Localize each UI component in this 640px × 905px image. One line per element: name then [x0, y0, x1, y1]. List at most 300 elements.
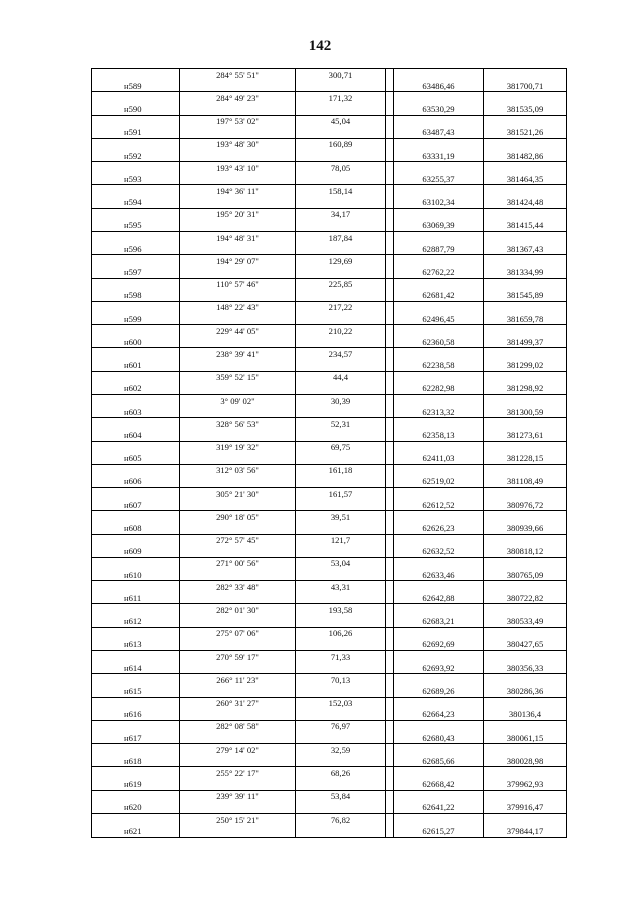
column-gap: [386, 266, 394, 278]
x-cell: [394, 627, 484, 639]
bearing-cell: 255° 22' 17": [180, 767, 296, 779]
point-cell: н615: [92, 685, 180, 697]
column-gap: [386, 581, 394, 593]
table-row-point: [92, 616, 567, 628]
x-cell: 62693,92: [394, 662, 484, 674]
bearing-cell: 194° 36' 11": [180, 185, 296, 197]
column-gap: [386, 69, 394, 81]
distance-cell: [296, 429, 386, 441]
page-number: 142: [308, 38, 332, 54]
distance-cell: [296, 383, 386, 395]
column-gap: [386, 720, 394, 732]
bearing-cell: 282° 33' 48": [180, 581, 296, 593]
y-cell: [484, 557, 567, 569]
y-cell: 381415,44: [484, 220, 567, 232]
point-cell: н596: [92, 243, 180, 255]
table-row-point: [92, 546, 567, 558]
point-cell: [92, 92, 180, 104]
table-row-segment: [92, 92, 567, 104]
column-gap: [386, 732, 394, 744]
y-cell: 380061,15: [484, 732, 567, 744]
distance-cell: 32,59: [296, 744, 386, 756]
column-gap: [386, 290, 394, 302]
y-cell: [484, 162, 567, 174]
point-cell: [92, 604, 180, 616]
point-cell: [92, 255, 180, 267]
distance-cell: 45,04: [296, 115, 386, 127]
point-cell: [92, 557, 180, 569]
table-row-point: [92, 150, 567, 162]
column-gap: [386, 150, 394, 162]
distance-cell: [296, 802, 386, 814]
table-row-point: [92, 802, 567, 814]
column-gap: [386, 243, 394, 255]
table-row-point: [92, 173, 567, 185]
bearing-cell: [180, 569, 296, 581]
y-cell: [484, 208, 567, 220]
x-cell: 62762,22: [394, 266, 484, 278]
table-row-segment: [92, 301, 567, 313]
point-cell: [92, 814, 180, 826]
point-cell: [92, 790, 180, 802]
x-cell: 62633,46: [394, 569, 484, 581]
table-row-point: [92, 383, 567, 395]
table-row-segment: [92, 441, 567, 453]
column-gap: [386, 220, 394, 232]
y-cell: [484, 744, 567, 756]
distance-cell: 106,26: [296, 627, 386, 639]
column-gap: [386, 755, 394, 767]
point-cell: [92, 208, 180, 220]
y-cell: [484, 255, 567, 267]
point-cell: [92, 464, 180, 476]
distance-cell: [296, 453, 386, 465]
point-cell: н606: [92, 476, 180, 488]
table-row-segment: [92, 557, 567, 569]
point-cell: [92, 511, 180, 523]
y-cell: 380136,4: [484, 709, 567, 721]
bearing-cell: 3° 09' 02": [180, 394, 296, 406]
y-cell: 380765,09: [484, 569, 567, 581]
distance-cell: 210,22: [296, 325, 386, 337]
point-cell: [92, 581, 180, 593]
x-cell: 62681,42: [394, 290, 484, 302]
point-cell: н620: [92, 802, 180, 814]
bearing-cell: 284° 55' 51": [180, 69, 296, 81]
bearing-cell: 359° 52' 15": [180, 371, 296, 383]
point-cell: н608: [92, 522, 180, 534]
x-cell: [394, 231, 484, 243]
point-cell: н591: [92, 127, 180, 139]
table-row-segment: [92, 231, 567, 243]
bearing-cell: 282° 08' 58": [180, 720, 296, 732]
table-row-point: [92, 243, 567, 255]
distance-cell: [296, 662, 386, 674]
distance-cell: 187,84: [296, 231, 386, 243]
y-cell: [484, 674, 567, 686]
column-gap: [386, 604, 394, 616]
point-cell: [92, 185, 180, 197]
table-row-point: [92, 685, 567, 697]
x-cell: 62612,52: [394, 499, 484, 511]
table-row-segment: [92, 278, 567, 290]
y-cell: 379916,47: [484, 802, 567, 814]
table-row-point: [92, 103, 567, 115]
y-cell: [484, 231, 567, 243]
column-gap: [386, 80, 394, 92]
bearing-cell: 266° 11' 23": [180, 674, 296, 686]
bearing-cell: [180, 732, 296, 744]
x-cell: 62683,21: [394, 616, 484, 628]
y-cell: 380976,72: [484, 499, 567, 511]
point-cell: [92, 720, 180, 732]
distance-cell: [296, 266, 386, 278]
y-cell: 379844,17: [484, 825, 567, 837]
bearing-cell: [180, 429, 296, 441]
column-gap: [386, 453, 394, 465]
bearing-cell: 148° 22' 43": [180, 301, 296, 313]
table-row-point: [92, 336, 567, 348]
bearing-cell: 239° 39' 11": [180, 790, 296, 802]
x-cell: [394, 604, 484, 616]
table-row-segment: [92, 627, 567, 639]
table-row-segment: [92, 418, 567, 430]
column-gap: [386, 779, 394, 791]
y-cell: [484, 394, 567, 406]
x-cell: [394, 767, 484, 779]
distance-cell: [296, 732, 386, 744]
distance-cell: [296, 546, 386, 558]
table-row-segment: [92, 488, 567, 500]
distance-cell: 68,26: [296, 767, 386, 779]
distance-cell: 39,51: [296, 511, 386, 523]
distance-cell: [296, 313, 386, 325]
point-cell: н621: [92, 825, 180, 837]
y-cell: 381545,89: [484, 290, 567, 302]
table-row-segment: [92, 394, 567, 406]
column-gap: [386, 814, 394, 826]
table-row-segment: [92, 325, 567, 337]
y-cell: 380286,36: [484, 685, 567, 697]
bearing-cell: [180, 290, 296, 302]
column-gap: [386, 639, 394, 651]
x-cell: 62496,45: [394, 313, 484, 325]
bearing-cell: [180, 173, 296, 185]
table-row-point: [92, 639, 567, 651]
x-cell: 62238,58: [394, 360, 484, 372]
table-row-point: [92, 476, 567, 488]
x-cell: 62641,22: [394, 802, 484, 814]
column-gap: [386, 185, 394, 197]
column-gap: [386, 325, 394, 337]
bearing-cell: 195° 20' 31": [180, 208, 296, 220]
distance-cell: [296, 406, 386, 418]
x-cell: [394, 371, 484, 383]
x-cell: 63486,46: [394, 80, 484, 92]
y-cell: [484, 581, 567, 593]
table-row-point: [92, 569, 567, 581]
column-gap: [386, 115, 394, 127]
column-gap: [386, 499, 394, 511]
y-cell: [484, 604, 567, 616]
column-gap: [386, 674, 394, 686]
y-cell: [484, 278, 567, 290]
point-cell: н599: [92, 313, 180, 325]
distance-cell: 234,57: [296, 348, 386, 360]
table-row-point: [92, 499, 567, 511]
point-cell: [92, 697, 180, 709]
distance-cell: 193,58: [296, 604, 386, 616]
column-gap: [386, 569, 394, 581]
column-gap: [386, 557, 394, 569]
x-cell: 62632,52: [394, 546, 484, 558]
boundary-coordinates-table: [91, 68, 567, 838]
point-cell: [92, 138, 180, 150]
x-cell: [394, 720, 484, 732]
point-cell: [92, 371, 180, 383]
distance-cell: 121,7: [296, 534, 386, 546]
y-cell: [484, 627, 567, 639]
y-cell: 380427,65: [484, 639, 567, 651]
x-cell: [394, 697, 484, 709]
distance-cell: [296, 755, 386, 767]
y-cell: 381298,92: [484, 383, 567, 395]
x-cell: [394, 255, 484, 267]
y-cell: 380028,98: [484, 755, 567, 767]
distance-cell: [296, 290, 386, 302]
distance-cell: [296, 173, 386, 185]
y-cell: [484, 418, 567, 430]
distance-cell: 300,71: [296, 69, 386, 81]
y-cell: [484, 301, 567, 313]
column-gap: [386, 162, 394, 174]
distance-cell: [296, 709, 386, 721]
table-row-segment: [92, 581, 567, 593]
x-cell: 62626,23: [394, 522, 484, 534]
column-gap: [386, 592, 394, 604]
column-gap: [386, 360, 394, 372]
x-cell: [394, 138, 484, 150]
x-cell: 62680,43: [394, 732, 484, 744]
column-gap: [386, 313, 394, 325]
y-cell: [484, 814, 567, 826]
bearing-cell: 305° 21' 30": [180, 488, 296, 500]
point-cell: н619: [92, 779, 180, 791]
x-cell: [394, 744, 484, 756]
column-gap: [386, 127, 394, 139]
bearing-cell: [180, 266, 296, 278]
bearing-cell: [180, 685, 296, 697]
x-cell: 62519,02: [394, 476, 484, 488]
table-row-point: [92, 220, 567, 232]
distance-cell: 225,85: [296, 278, 386, 290]
bearing-cell: [180, 103, 296, 115]
bearing-cell: [180, 616, 296, 628]
x-cell: 62642,88: [394, 592, 484, 604]
point-cell: [92, 767, 180, 779]
y-cell: 381499,37: [484, 336, 567, 348]
bearing-cell: 272° 57' 45": [180, 534, 296, 546]
table-row-point: [92, 522, 567, 534]
bearing-cell: 284° 49' 23": [180, 92, 296, 104]
column-gap: [386, 394, 394, 406]
y-cell: 379962,93: [484, 779, 567, 791]
y-cell: 380939,66: [484, 522, 567, 534]
table-row-segment: [92, 115, 567, 127]
point-cell: [92, 115, 180, 127]
x-cell: [394, 208, 484, 220]
bearing-cell: 194° 29' 07": [180, 255, 296, 267]
x-cell: 63331,19: [394, 150, 484, 162]
point-cell: н600: [92, 336, 180, 348]
point-cell: [92, 627, 180, 639]
distance-cell: 161,18: [296, 464, 386, 476]
y-cell: [484, 767, 567, 779]
y-cell: [484, 371, 567, 383]
x-cell: [394, 557, 484, 569]
x-cell: 63069,39: [394, 220, 484, 232]
table-row-point: [92, 127, 567, 139]
point-cell: н610: [92, 569, 180, 581]
y-cell: 381659,78: [484, 313, 567, 325]
table-row-segment: [92, 348, 567, 360]
distance-cell: 78,05: [296, 162, 386, 174]
x-cell: 62689,26: [394, 685, 484, 697]
column-gap: [386, 767, 394, 779]
table-row-point: [92, 360, 567, 372]
column-gap: [386, 685, 394, 697]
table-row-segment: [92, 790, 567, 802]
point-cell: н617: [92, 732, 180, 744]
column-gap: [386, 429, 394, 441]
bearing-cell: [180, 360, 296, 372]
x-cell: 62282,98: [394, 383, 484, 395]
distance-cell: 171,32: [296, 92, 386, 104]
distance-cell: [296, 639, 386, 651]
x-cell: [394, 814, 484, 826]
table-row-segment: [92, 208, 567, 220]
point-cell: н609: [92, 546, 180, 558]
x-cell: [394, 115, 484, 127]
table-row-point: [92, 197, 567, 209]
column-gap: [386, 138, 394, 150]
column-gap: [386, 522, 394, 534]
y-cell: 381273,61: [484, 429, 567, 441]
x-cell: [394, 651, 484, 663]
point-cell: [92, 674, 180, 686]
bearing-cell: 312° 03' 56": [180, 464, 296, 476]
point-cell: н592: [92, 150, 180, 162]
y-cell: 381334,99: [484, 266, 567, 278]
y-cell: 381424,48: [484, 197, 567, 209]
table-row-segment: [92, 814, 567, 826]
bearing-cell: [180, 522, 296, 534]
y-cell: 380818,12: [484, 546, 567, 558]
x-cell: 62411,03: [394, 453, 484, 465]
column-gap: [386, 173, 394, 185]
bearing-cell: [180, 779, 296, 791]
table-row-segment: [92, 69, 567, 81]
distance-cell: [296, 499, 386, 511]
y-cell: [484, 720, 567, 732]
bearing-cell: 290° 18' 05": [180, 511, 296, 523]
table-row-segment: [92, 255, 567, 267]
column-gap: [386, 406, 394, 418]
bearing-cell: [180, 802, 296, 814]
distance-cell: 160,89: [296, 138, 386, 150]
point-cell: [92, 394, 180, 406]
table-body: [92, 69, 567, 838]
point-cell: н601: [92, 360, 180, 372]
column-gap: [386, 651, 394, 663]
column-gap: [386, 511, 394, 523]
table-row-point: [92, 709, 567, 721]
point-cell: н618: [92, 755, 180, 767]
table-row-segment: [92, 464, 567, 476]
point-cell: [92, 69, 180, 81]
bearing-cell: 238° 39' 41": [180, 348, 296, 360]
distance-cell: [296, 522, 386, 534]
table-row-segment: [92, 162, 567, 174]
bearing-cell: [180, 453, 296, 465]
column-gap: [386, 92, 394, 104]
bearing-cell: 319° 19' 32": [180, 441, 296, 453]
distance-cell: [296, 616, 386, 628]
point-cell: [92, 231, 180, 243]
x-cell: 63102,34: [394, 197, 484, 209]
distance-cell: [296, 127, 386, 139]
y-cell: 380533,49: [484, 616, 567, 628]
table-row-point: [92, 825, 567, 837]
bearing-cell: 260° 31' 27": [180, 697, 296, 709]
point-cell: [92, 534, 180, 546]
point-cell: [92, 651, 180, 663]
column-gap: [386, 627, 394, 639]
bearing-cell: [180, 592, 296, 604]
y-cell: [484, 325, 567, 337]
table-row-segment: [92, 138, 567, 150]
bearing-cell: [180, 406, 296, 418]
point-cell: н590: [92, 103, 180, 115]
table-row-point: [92, 429, 567, 441]
distance-cell: [296, 779, 386, 791]
column-gap: [386, 208, 394, 220]
table-row-segment: [92, 767, 567, 779]
y-cell: [484, 185, 567, 197]
x-cell: [394, 418, 484, 430]
point-cell: н604: [92, 429, 180, 441]
x-cell: 62685,66: [394, 755, 484, 767]
column-gap: [386, 103, 394, 115]
table-row-point: [92, 80, 567, 92]
point-cell: н605: [92, 453, 180, 465]
distance-cell: 76,82: [296, 814, 386, 826]
y-cell: [484, 488, 567, 500]
table-row-segment: [92, 534, 567, 546]
point-cell: н614: [92, 662, 180, 674]
bearing-cell: 194° 48' 31": [180, 231, 296, 243]
point-cell: н607: [92, 499, 180, 511]
bearing-cell: 229° 44' 05": [180, 325, 296, 337]
column-gap: [386, 825, 394, 837]
y-cell: [484, 69, 567, 81]
x-cell: 62615,27: [394, 825, 484, 837]
table-row-point: [92, 779, 567, 791]
bearing-cell: [180, 80, 296, 92]
point-cell: н595: [92, 220, 180, 232]
column-gap: [386, 371, 394, 383]
column-gap: [386, 744, 394, 756]
